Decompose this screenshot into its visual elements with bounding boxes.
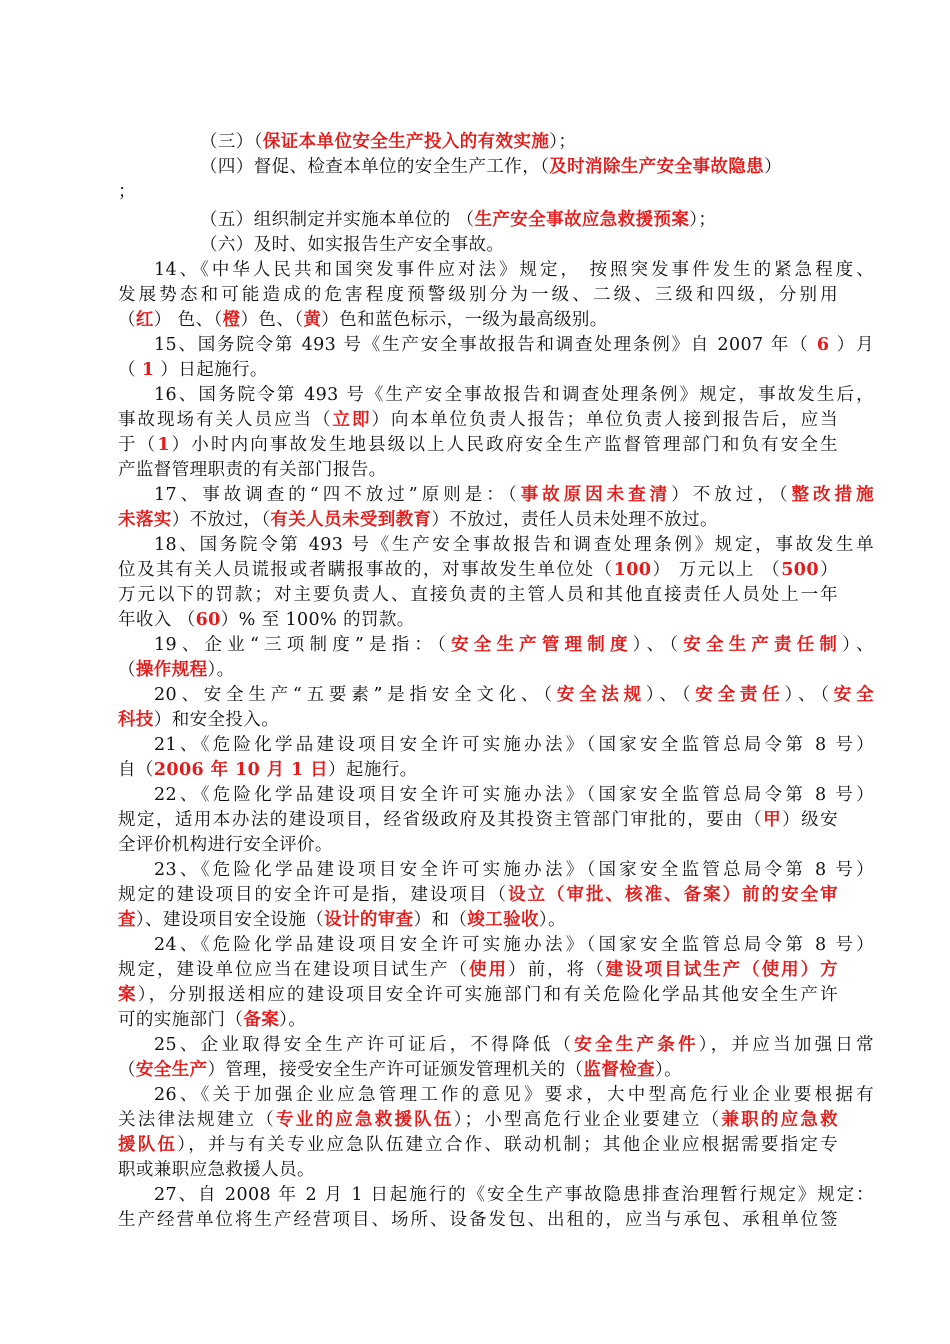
- text-line: [118, 833, 838, 857]
- line-text: 关法律法规建立（: [118, 1110, 276, 1130]
- line-text: ）起施行。: [328, 760, 418, 780]
- answer-text: 科技: [118, 710, 154, 730]
- answer-text: 安全生产管理制度: [451, 635, 633, 655]
- text-line: [118, 433, 838, 457]
- text-line: [154, 1183, 874, 1207]
- line-text: 16、国务院令第 493 号《生产安全事故报告和调查处理条例》规定，事故发生后，: [154, 385, 874, 405]
- text-line: [118, 283, 838, 307]
- text-line: [118, 583, 838, 607]
- line-text: ）向本单位负责人报告；单位负责人接到报告后，应当: [371, 410, 838, 430]
- answer-text: 保证本单位安全生产投入的有效实施: [262, 132, 550, 152]
- answer-text: 1: [157, 435, 170, 455]
- text-line: [118, 408, 838, 432]
- answer-text: 监督检查: [583, 1060, 656, 1080]
- answer-text: 建设项目试生产（使用）方: [605, 960, 838, 980]
- text-line: [118, 708, 838, 732]
- line-text: 18、国务院令第 493 号《生产安全事故报告和调查处理条例》规定，事故发生单: [154, 535, 874, 555]
- answer-text: 查: [118, 910, 136, 930]
- text-line: [200, 233, 920, 257]
- line-text: （六）及时、如实报告生产安全事故。: [200, 235, 505, 255]
- line-text: 23、《危险化学品建设项目安全许可实施办法》（国家安全监管总局令第 8 号）: [154, 860, 874, 880]
- line-text: （: [118, 660, 136, 680]
- line-text: ）管理，接受安全生产许可证颁发管理机关的（: [207, 1060, 584, 1080]
- text-line: [118, 1158, 838, 1182]
- answer-text: 60: [195, 610, 221, 630]
- text-line: [154, 633, 874, 657]
- text-line: [154, 1033, 874, 1057]
- answer-text: 整改措施: [791, 485, 874, 505]
- text-line: [118, 983, 838, 1007]
- answer-text: 2006 年 10 月 1 日: [153, 760, 329, 780]
- line-text: ）前，将（: [508, 960, 606, 980]
- line-text: ）色和蓝色标示，一级为最高级别。: [321, 310, 608, 330]
- text-line: [154, 258, 874, 282]
- line-text: ）、（: [784, 685, 834, 705]
- line-text: 26、《关于加强企业应急管理工作的意见》要求，大中型高危行业企业要根据有: [154, 1085, 874, 1105]
- text-line: [154, 1083, 874, 1107]
- line-text: 产监督管理职责的有关部门报告。: [118, 460, 387, 480]
- answer-text: 操作规程: [135, 660, 208, 680]
- answer-text: 安全法规: [556, 685, 646, 705]
- text-line: [118, 308, 838, 332]
- answer-text: 设立（审批、核准、备案）前的安全审: [508, 885, 838, 905]
- answer-text: 竣工验收: [467, 910, 539, 930]
- text-line: [154, 933, 874, 957]
- answer-text: 案: [118, 985, 138, 1005]
- line-text: ）、: [842, 635, 874, 655]
- line-text: 19、企业“三项制度”是指：（: [154, 635, 452, 655]
- line-text: （: [118, 1060, 136, 1080]
- line-text: ）不放过，责任人员未处理不放过。: [431, 510, 718, 530]
- text-line: [118, 958, 838, 982]
- answer-text: 备案: [243, 1010, 280, 1030]
- text-line: [154, 533, 874, 557]
- text-line: [118, 1133, 838, 1157]
- line-text: 20、安全生产“五要素”是指安全文化、（: [154, 685, 557, 705]
- line-text: ）、（: [645, 685, 696, 705]
- line-text: 职或兼职应急救援人员。: [118, 1160, 315, 1180]
- text-line: [154, 783, 874, 807]
- line-text: （: [118, 360, 142, 380]
- answer-text: 援队伍: [118, 1135, 178, 1155]
- line-text: ）: [818, 560, 839, 580]
- line-text: ）小时内向事故发生地县级以上人民政府安全生产监督管理部门和负有安全生: [169, 435, 838, 455]
- text-line: [154, 733, 874, 757]
- line-text: 于（: [118, 435, 158, 455]
- line-text: 年收入 （: [118, 610, 196, 630]
- line-text: 全评价机构进行安全评价。: [118, 835, 333, 855]
- answer-text: 生产安全事故应急救援预案: [474, 210, 690, 230]
- line-text: ）。: [207, 660, 235, 680]
- line-text: 规定，建设单位应当在建设项目试生产（: [118, 960, 470, 980]
- answer-text: 立即: [332, 410, 372, 430]
- line-text: ），分别报送相应的建设项目安全许可实施部门和有关危险化学品其他安全生产许: [137, 985, 838, 1005]
- answer-text: 设计的审查: [324, 910, 414, 930]
- answer-text: 500: [781, 560, 819, 580]
- line-text: 位及其有关人员谎报或者瞒报事故的，对事故发生单位处（: [118, 560, 614, 580]
- answer-text: 事故原因未查清: [520, 485, 672, 505]
- line-text: ）；小型高危行业企业要建立（: [453, 1110, 722, 1130]
- line-text: ；: [118, 182, 136, 202]
- text-line: [118, 758, 838, 782]
- line-text: 生产经营单位将生产经营项目、场所、设备发包、出租的，应当与承包、承租单位签: [118, 1210, 838, 1230]
- line-text: 25、企业取得安全生产许可证后，不得降低（: [154, 1035, 575, 1055]
- text-line: [118, 808, 838, 832]
- line-text: 发展势态和可能造成的危害程度预警级别分为一级、二级、三级和四级，分别用: [118, 285, 838, 305]
- answer-text: 甲: [763, 810, 783, 830]
- answer-text: 未落实: [118, 510, 172, 530]
- line-text: ）不放过，（: [671, 485, 792, 505]
- line-text: 27、自 2008 年 2 月 1 日起施行的《安全生产事故隐患排查治理暂行规定》规定：: [154, 1185, 874, 1205]
- line-text: 21、《危险化学品建设项目安全许可实施办法》（国家安全监管总局令第 8 号）: [154, 735, 874, 755]
- text-line: [118, 558, 838, 582]
- text-line: [154, 383, 874, 407]
- line-text: 规定的建设项目的安全许可是指，建设项目（: [118, 885, 509, 905]
- line-text: ）、建设项目安全设施（: [135, 910, 325, 930]
- line-text: 24、《危险化学品建设项目安全许可实施办法》（国家安全监管总局令第 8 号）: [154, 935, 874, 955]
- line-text: ），并应当加强日常: [698, 1035, 874, 1055]
- text-line: [200, 155, 920, 179]
- text-line: [118, 1208, 838, 1232]
- text-line: [118, 180, 838, 204]
- line-text: （四）督促、检查本单位的安全生产工作，（: [200, 157, 550, 177]
- line-text: 事故现场有关人员应当（: [118, 410, 333, 430]
- line-text: ）色、（: [240, 310, 304, 330]
- line-text: ）日起施行。: [154, 360, 268, 380]
- line-text: （三）（: [200, 132, 263, 152]
- answer-text: 安全生产: [135, 1060, 208, 1080]
- text-line: [118, 908, 838, 932]
- text-line: [154, 683, 874, 707]
- answer-text: 及时消除生产安全事故隐患: [549, 157, 765, 177]
- answer-text: 专业的应急救援队伍: [275, 1110, 454, 1130]
- text-line: [118, 883, 838, 907]
- text-line: [154, 333, 874, 357]
- line-text: （五）组织制定并实施本单位的 （: [200, 210, 475, 230]
- line-text: 15、国务院令第 493 号《生产安全事故报告和调查处理条例》自 2007 年（: [154, 335, 817, 355]
- answer-text: 有关人员未受到教育: [270, 510, 432, 530]
- line-text: ）。: [279, 1010, 307, 1030]
- answer-text: 100: [613, 560, 652, 580]
- line-text: ）% 至 100% 的罚款。: [220, 610, 415, 630]
- text-line: [200, 208, 920, 232]
- line-text: ）、（: [632, 635, 684, 655]
- answer-text: 兼职的应急救: [721, 1110, 838, 1130]
- line-text: 自（: [118, 760, 154, 780]
- answer-text: 黄: [303, 310, 322, 330]
- line-text: ），并与有关专业应急队伍建立合作、联动机制；其他企业应根据需要指定专: [177, 1135, 838, 1155]
- text-line: [118, 1008, 838, 1032]
- answer-text: 1: [141, 360, 155, 380]
- answer-text: 安全: [833, 685, 874, 705]
- answer-text: 使用: [469, 960, 509, 980]
- text-line: [200, 130, 920, 154]
- answer-text: 橙: [222, 310, 241, 330]
- line-text: ）级安: [782, 810, 838, 830]
- line-text: 可的实施部门（: [118, 1010, 244, 1030]
- line-text: 规定，适用本办法的建设项目，经省级政府及其投资主管部门审批的，要由（: [118, 810, 764, 830]
- text-line: [118, 458, 838, 482]
- answer-text: 安全责任: [695, 685, 785, 705]
- line-text: ）和（: [413, 910, 468, 930]
- line-text: ）。: [655, 1060, 683, 1080]
- line-text: 22、《危险化学品建设项目安全许可实施办法》（国家安全监管总局令第 8 号）: [154, 785, 874, 805]
- answer-text: 6: [816, 335, 830, 355]
- line-text: （: [118, 310, 136, 330]
- line-text: ）；: [689, 210, 717, 230]
- text-line: [118, 358, 838, 382]
- line-text: ）；: [549, 132, 577, 152]
- line-text: 17、事故调查的“四不放过”原则是：（: [154, 485, 521, 505]
- line-text: ）: [764, 157, 782, 177]
- text-line: [118, 508, 838, 532]
- line-text: ）。: [538, 910, 566, 930]
- answer-text: 安全生产责任制: [683, 635, 843, 655]
- line-text: 万元以下的罚款；对主要负责人、直接负责的主管人员和其他直接责任人员处上一年: [118, 585, 838, 605]
- line-text: ）不放过，（: [171, 510, 271, 530]
- answer-text: 红: [135, 310, 154, 330]
- line-text: ） 万元以上 （: [651, 560, 782, 580]
- text-line: [118, 1108, 838, 1132]
- text-line: [118, 658, 838, 682]
- line-text: ） 色、（: [153, 310, 223, 330]
- text-line: [118, 1058, 838, 1082]
- line-text: ）和安全投入。: [153, 710, 280, 730]
- text-line: [118, 608, 838, 632]
- answer-text: 安全生产条件: [574, 1035, 699, 1055]
- line-text: ）月: [829, 335, 875, 355]
- line-text: 14、《中华人民共和国突发事件应对法》规定， 按照突发事件发生的紧急程度、: [154, 260, 874, 280]
- text-line: [154, 858, 874, 882]
- text-line: [154, 483, 874, 507]
